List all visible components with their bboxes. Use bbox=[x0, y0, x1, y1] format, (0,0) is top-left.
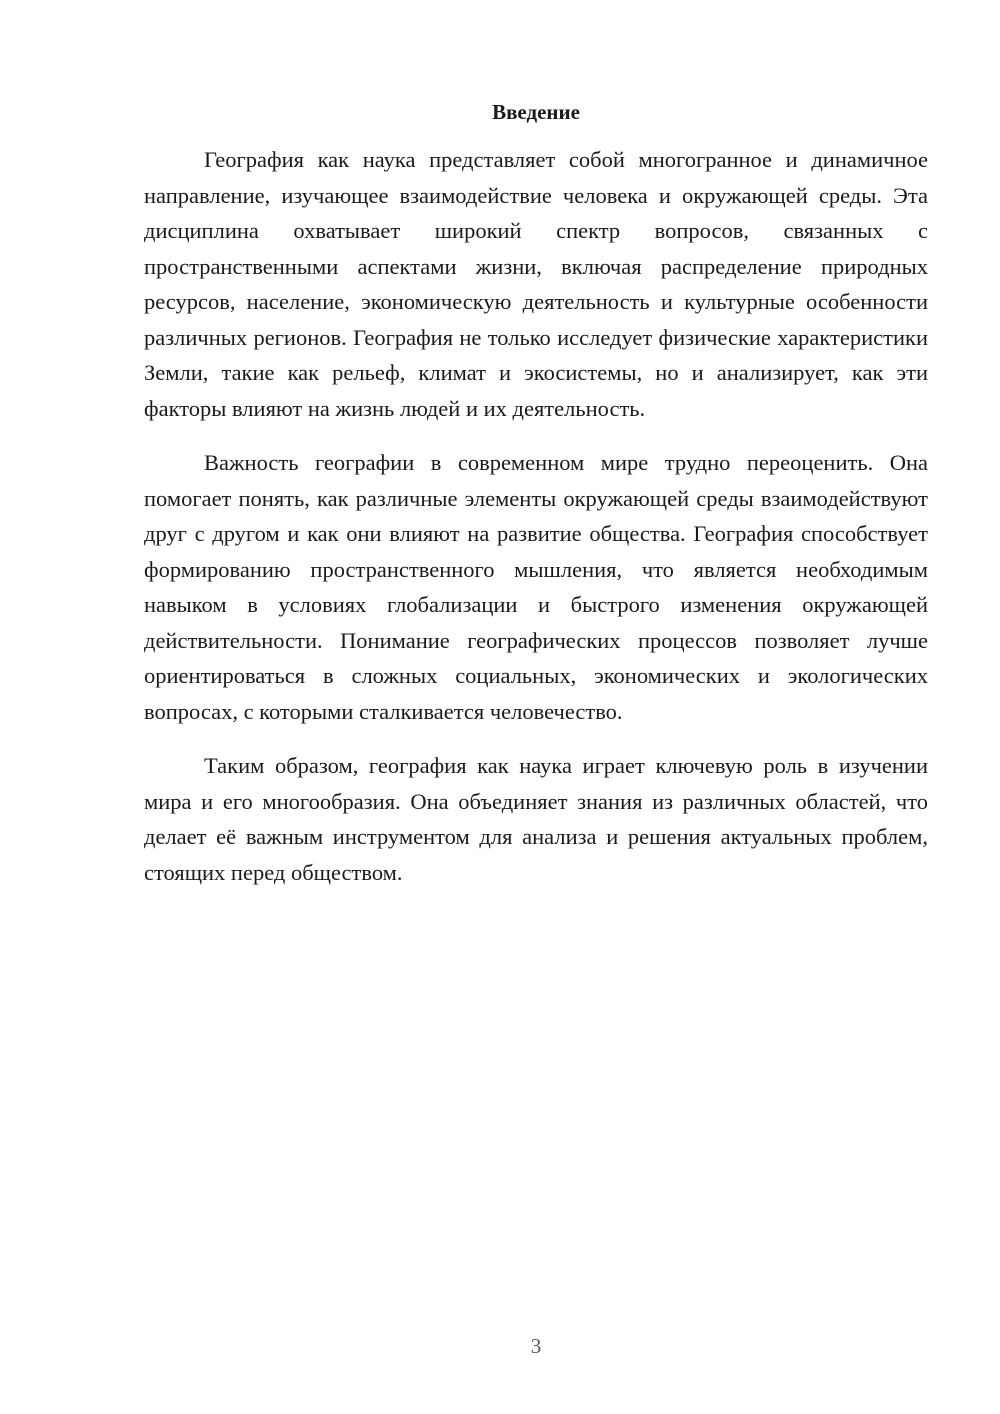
paragraph-1: География как наука представляет собой многогранное и динамичное направление, изучающее взаимодействие человека и окружающей среды. Эта дисциплина охватывает широкий спектр вопросов, связанных с пространственными аспектами жизни, включая распределение природных ресурсов, население, экономическую деятельность и культурные особенности различных регионов. География не только исследует физические характеристики Земли, такие как рельеф, климат и экосистемы, но и анализирует, как эти факторы влияют на жизнь людей и их деятельность. bbox=[144, 147, 928, 421]
page-number: 3 bbox=[530, 1334, 542, 1358]
section-heading: Введение bbox=[492, 100, 580, 124]
body-text bbox=[144, 142, 928, 909]
paragraph-2: Важность географии в современном мире трудно переоценить. Она помогает понять, как различные элементы окружающей среды взаимодействуют друг с другом и как они влияют на развитие общества. География способствует формированию пространственного мышления, что является необходимым навыком в условиях глобализации и быстрого изменения окружающей действительности. Понимание географических процессов позволяет лучше ориентироваться в сложных социальных, экономических и экологических вопросах, с которыми сталкивается человечество. bbox=[144, 450, 928, 724]
paragraph-3: Таким образом, география как наука играет ключевую роль в изучении мира и его многообразия. Она объединяет знания из различных областей, что делает её важным инструментом для анализа и решения актуальных проблем, стоящих перед обществом. bbox=[144, 753, 928, 885]
